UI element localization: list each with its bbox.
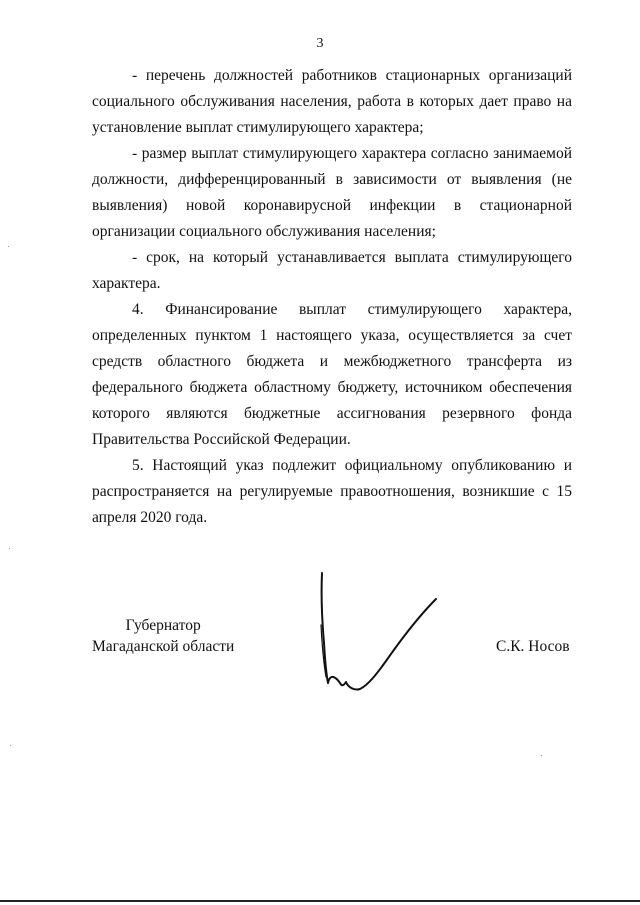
paragraph-list-item-amount: - размер выплат стимулирующего характера согласно занимаемой должности, дифференцированный в зависимости от выявления (не выявления) новой коронавирусной инфекции в стационарной организации социального обслуживания населения; bbox=[92, 145, 572, 240]
signer-name: С.К. Носов bbox=[496, 638, 570, 655]
handwritten-signature bbox=[310, 565, 450, 700]
paragraph-item-5-publication: 5. Настоящий указ подлежит официальному опубликованию и распространяется на регулируемые правоотношения, возникшие с 15 апреля 2020 года. bbox=[92, 457, 572, 526]
signer-position bbox=[92, 615, 234, 657]
document-body bbox=[92, 63, 572, 531]
page-number: 3 bbox=[316, 36, 324, 51]
scan-speck bbox=[8, 246, 9, 247]
scan-speck bbox=[541, 755, 542, 756]
paragraph-list-item-term: - срок, на который устанавливается выплата стимулирующего характера. bbox=[92, 249, 572, 292]
paragraph-list-item-positions: - перечень должностей работников стационарных организаций социального обслуживания населения, работа в которых дает право на установление выплат стимулирующего характера; bbox=[92, 67, 572, 136]
signature-block bbox=[0, 560, 640, 720]
paragraph-item-4-financing: 4. Финансирование выплат стимулирующего характера, определенных пунктом 1 настоящего указа, осуществляется за счет средств областного бюджета и межбюджетного трансферта из федерального бюджета областному бюджету, источником обеспечения которого являются бюджетные ассигнования резервного фонда Правительства Российской Федерации. bbox=[92, 301, 572, 448]
scan-speck bbox=[10, 745, 11, 746]
signer-position-line1: Губернатор bbox=[125, 617, 201, 634]
scan-speck bbox=[9, 548, 10, 549]
page-bottom-edge bbox=[0, 900, 640, 902]
signer-position-line2: Магаданской области bbox=[92, 638, 235, 655]
